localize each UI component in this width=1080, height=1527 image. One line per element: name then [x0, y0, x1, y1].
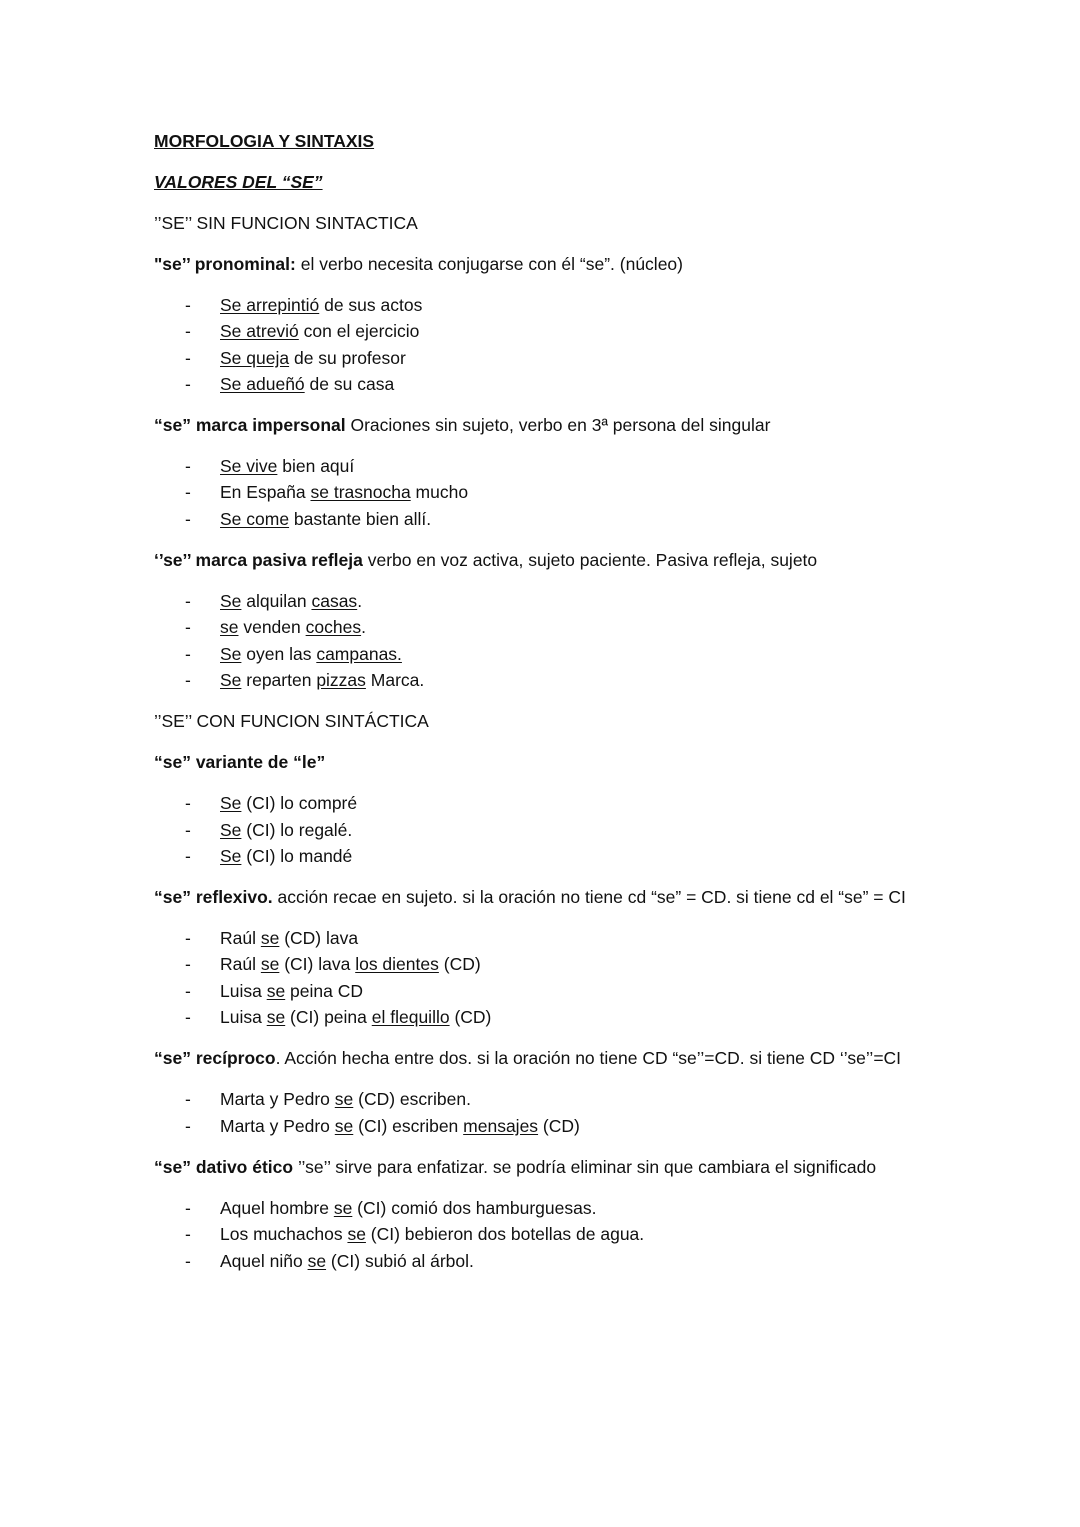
underlined-text: mensajes	[463, 1115, 539, 1136]
underlined-text: Se	[220, 669, 242, 690]
document-body	[154, 128, 1014, 1289]
document-title	[154, 128, 1014, 154]
list-item	[154, 790, 1014, 816]
bullet-dash: -	[185, 643, 191, 664]
bullet-dash: -	[185, 482, 191, 503]
item-text: .	[357, 591, 363, 612]
description: acción recae en sujeto. si la oración no tiene cd “se” = CD. si tiene cd el “se” = CI	[272, 887, 906, 908]
item-text: (CD) lava	[279, 928, 359, 949]
item-text: mucho	[410, 482, 469, 503]
underlined-text: se	[260, 954, 280, 975]
document-subtitle: VALORES DEL “SE”	[154, 172, 323, 192]
item-text: En España	[220, 482, 311, 503]
list-item	[154, 453, 1014, 479]
item-text: (CI) comió dos hamburguesas.	[352, 1197, 597, 1218]
underlined-text: se	[307, 1250, 327, 1271]
bullet-dash: -	[185, 793, 191, 814]
item-text: (CI) subió al árbol.	[326, 1250, 474, 1271]
item-text: con el ejercicio	[298, 321, 420, 342]
bullet-dash: -	[185, 669, 191, 690]
underlined-text: Se	[220, 845, 242, 866]
list-item	[154, 641, 1014, 667]
bullet-dash: -	[185, 954, 191, 975]
list-item	[154, 1086, 1014, 1112]
underlined-text: Se	[220, 591, 242, 612]
heading-pronominal	[154, 251, 1014, 277]
underlined-text: pizzas	[316, 669, 366, 690]
description: verbo en voz activa, sujeto paciente. Pasiva refleja, sujeto	[362, 550, 818, 571]
item-text: de su profesor	[289, 347, 406, 368]
item-text: (CD)	[438, 954, 481, 975]
item-text: .	[361, 617, 366, 638]
heading-pasiva-refleja	[154, 547, 1014, 573]
list-item	[154, 1004, 1014, 1030]
bullet-dash: -	[185, 928, 191, 949]
underlined-text: casas	[311, 591, 358, 612]
underlined-text: se	[260, 928, 280, 949]
underlined-text: se	[334, 1089, 354, 1110]
section-heading-con-funcion: ’’SE’’ CON FUNCION SINTÁCTICA	[154, 711, 429, 732]
item-text: Luisa	[220, 980, 267, 1001]
list-pronominal	[154, 292, 1014, 397]
bullet-dash: -	[185, 456, 191, 477]
item-text: de su casa	[304, 373, 395, 394]
bullet-dash: -	[185, 980, 191, 1001]
bullet-dash: -	[185, 1224, 191, 1245]
item-text: oyen las	[241, 643, 317, 664]
list-reflexivo	[154, 925, 1014, 1030]
item-text: Aquel niño	[220, 1250, 308, 1271]
underlined-text: Se	[220, 643, 242, 664]
underlined-text: el flequillo	[371, 1007, 450, 1028]
item-text: (CD)	[538, 1115, 580, 1136]
term: ‘’se’’ marca pasiva refleja	[154, 550, 363, 571]
item-text: alquilan	[241, 591, 312, 612]
list-item	[154, 318, 1014, 344]
underlined-text: Se atrevió	[220, 321, 299, 342]
description: ’’se’’ sirve para enfatizar. se podría eliminar sin que cambiara el significado	[293, 1156, 877, 1177]
list-item	[154, 371, 1014, 397]
item-text: (CI) lo regalé.	[241, 819, 353, 840]
underlined-text: se	[347, 1224, 366, 1245]
list-item	[154, 292, 1014, 318]
list-impersonal	[154, 453, 1014, 532]
item-text: bien aquí	[277, 456, 355, 477]
bullet-dash: -	[185, 1007, 191, 1028]
list-item	[154, 1248, 1014, 1274]
item-text: venden	[238, 617, 306, 638]
underlined-text: Se vive	[220, 456, 278, 477]
bullet-dash: -	[185, 1089, 191, 1110]
underlined-text: los dientes	[355, 954, 439, 975]
bullet-dash: -	[185, 591, 191, 612]
item-text: (CI) lo mandé	[241, 845, 353, 866]
underlined-text: Se adueñó	[220, 373, 305, 394]
underlined-text: Se	[220, 819, 242, 840]
item-text: bastante bien allí.	[289, 508, 432, 529]
underlined-text: campanas.	[316, 643, 402, 664]
underlined-text: Se come	[220, 508, 290, 529]
heading-variante-le	[154, 749, 1014, 775]
list-variante-le	[154, 790, 1014, 869]
bullet-dash: -	[185, 1197, 191, 1218]
term: “se” recíproco	[154, 1048, 276, 1069]
list-item	[154, 1195, 1014, 1221]
item-text: Raúl	[220, 928, 261, 949]
list-item	[154, 1113, 1014, 1139]
item-text: Marta y Pedro	[220, 1115, 335, 1136]
list-item	[154, 925, 1014, 951]
bullet-dash: -	[185, 508, 191, 529]
list-item	[154, 588, 1014, 614]
list-pasiva-refleja	[154, 588, 1014, 693]
heading-reflexivo	[154, 884, 1014, 910]
item-text: reparten	[241, 669, 317, 690]
bullet-dash: -	[185, 347, 191, 368]
item-text: Raúl	[220, 954, 261, 975]
underlined-text: se	[220, 617, 239, 638]
item-text: Marca.	[365, 669, 425, 690]
underlined-text: se	[333, 1197, 353, 1218]
underlined-text: Se arrepintió	[220, 295, 320, 315]
underlined-text: se trasnocha	[310, 482, 411, 503]
bullet-dash: -	[185, 845, 191, 866]
item-text: (CD) escriben.	[353, 1089, 471, 1110]
list-item	[154, 614, 1014, 640]
heading-dativo-etico	[154, 1154, 1014, 1180]
term: "se’’ pronominal:	[154, 254, 296, 274]
heading-impersonal	[154, 412, 1014, 438]
underlined-text: se	[266, 1007, 286, 1028]
item-text: (CI) escriben	[353, 1115, 464, 1136]
description: Oraciones sin sujeto, verbo en 3ª persona del singular	[345, 415, 771, 436]
bullet-dash: -	[185, 1250, 191, 1271]
underlined-text: se	[334, 1115, 354, 1136]
term: “se” marca impersonal	[154, 415, 346, 436]
item-text: (CI) lava	[279, 954, 356, 975]
bullet-dash: -	[185, 819, 191, 840]
bullet-dash: -	[185, 321, 191, 342]
term: “se” variante de “le”	[154, 752, 326, 773]
underlined-text: se	[266, 980, 286, 1001]
term: “se” dativo ético	[154, 1156, 294, 1177]
item-text: Los muchachos	[220, 1224, 348, 1245]
underlined-text: coches	[305, 617, 362, 638]
item-text: de sus actos	[319, 295, 423, 315]
item-text: peina CD	[285, 980, 364, 1001]
item-text: Aquel hombre	[220, 1197, 334, 1218]
item-text: (CD)	[449, 1007, 492, 1028]
term: “se” reflexivo.	[154, 887, 273, 908]
description: el verbo necesita conjugarse con él “se”. (núcleo)	[295, 254, 683, 274]
heading-reciproco	[154, 1045, 1014, 1071]
list-item	[154, 951, 1014, 977]
list-item	[154, 479, 1014, 505]
bullet-dash: -	[185, 617, 191, 638]
item-text: (CI) bebieron dos botellas de agua.	[365, 1224, 645, 1245]
list-item	[154, 345, 1014, 371]
item-text: Marta y Pedro	[220, 1089, 335, 1110]
list-item	[154, 817, 1014, 843]
item-text: (CI) peina	[285, 1007, 372, 1028]
section-heading-sin-funcion: ’’SE’’ SIN FUNCION SINTACTICA	[154, 213, 418, 233]
title-text: MORFOLOGIA Y SINTAXIS	[154, 131, 375, 151]
underlined-text: Se	[220, 793, 242, 814]
bullet-dash: -	[185, 373, 191, 394]
item-text: (CI) lo compré	[241, 793, 358, 814]
list-item	[154, 506, 1014, 532]
list-reciproco	[154, 1086, 1014, 1139]
description: . Acción hecha entre dos. si la oración no tiene CD “se’’=CD. si tiene CD ‘’se’’=CI	[275, 1048, 902, 1069]
list-item	[154, 1221, 1014, 1247]
list-item	[154, 667, 1014, 693]
item-text: Luisa	[220, 1007, 267, 1028]
bullet-dash: -	[185, 295, 191, 315]
list-item	[154, 978, 1014, 1004]
bullet-dash: -	[185, 1115, 191, 1136]
list-dativo-etico	[154, 1195, 1014, 1274]
underlined-text: Se queja	[220, 347, 290, 368]
list-item	[154, 843, 1014, 869]
